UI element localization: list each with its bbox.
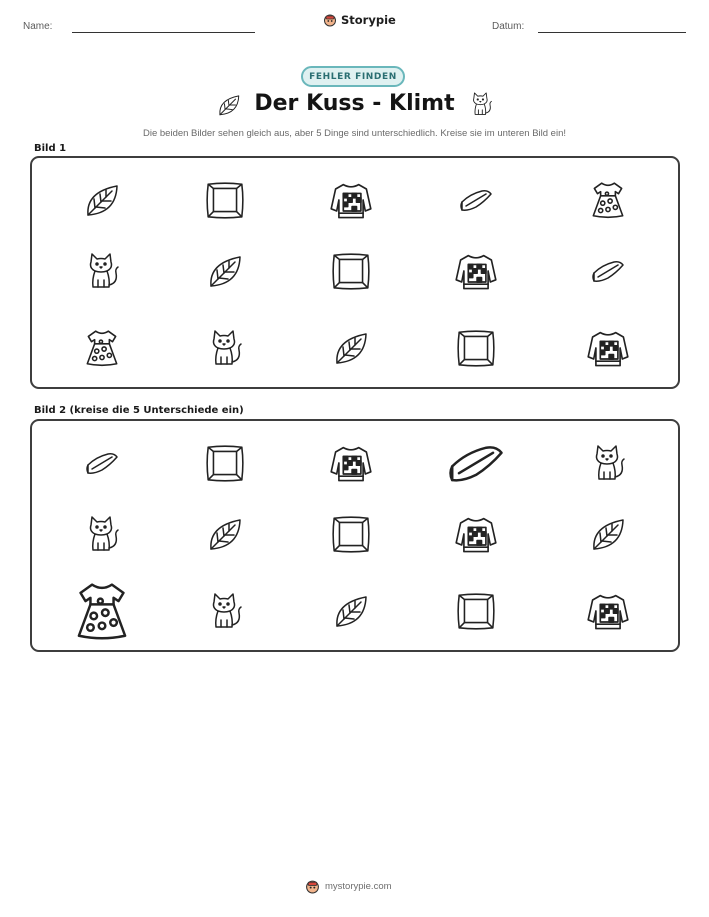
date-label: Datum:: [492, 21, 525, 32]
footer-url[interactable]: mystorypie.com: [325, 881, 392, 892]
sweater-icon: [580, 320, 636, 376]
picture1-panel: [30, 156, 680, 389]
cloth-icon[interactable]: [74, 435, 130, 491]
storypie-mascot-icon: [305, 879, 320, 894]
cat-icon: [197, 320, 253, 376]
cat-icon: [468, 91, 494, 122]
date-line[interactable]: [538, 32, 686, 33]
leaf-icon[interactable]: [323, 583, 379, 639]
worksheet-type-badge: FEHLER FINDEN: [301, 66, 405, 87]
leaf-icon[interactable]: [580, 506, 636, 562]
name-line[interactable]: [72, 32, 255, 33]
frame-icon[interactable]: [448, 583, 504, 639]
name-label: Name:: [23, 21, 53, 32]
leaf-icon: [74, 172, 130, 228]
storypie-mascot-icon: [323, 13, 337, 27]
frame-icon: [448, 320, 504, 376]
cat-icon[interactable]: [197, 583, 253, 639]
frame-icon: [323, 243, 379, 299]
leaf-icon: [323, 320, 379, 376]
brand-name: Storypie: [341, 13, 396, 27]
frame-icon[interactable]: [323, 506, 379, 562]
dress-icon[interactable]: [60, 569, 144, 653]
footer: [305, 879, 392, 894]
cloth-icon: [580, 243, 636, 299]
cloth-icon[interactable]: [433, 420, 520, 507]
cat-icon: [74, 243, 130, 299]
frame-icon[interactable]: [197, 435, 253, 491]
leaf-icon[interactable]: [197, 506, 253, 562]
cloth-icon: [448, 172, 504, 228]
cat-icon[interactable]: [580, 435, 636, 491]
instructions: Die beiden Bilder sehen gleich aus, aber 5 Dinge sind unterschiedlich. Kreise sie im unteren Bild ein!: [143, 128, 566, 139]
frame-icon: [197, 172, 253, 228]
picture2-panel[interactable]: [30, 419, 680, 652]
picture1-label: Bild 1: [34, 143, 67, 154]
brand-logo: [323, 13, 396, 27]
dress-icon: [580, 172, 636, 228]
page-title: Der Kuss - Klimt: [254, 91, 455, 116]
leaf-icon: [197, 243, 253, 299]
dress-icon: [74, 320, 130, 376]
sweater-icon[interactable]: [323, 435, 379, 491]
sweater-icon[interactable]: [448, 506, 504, 562]
cat-icon[interactable]: [74, 506, 130, 562]
sweater-icon: [323, 172, 379, 228]
picture2-label: Bild 2 (kreise die 5 Unterschiede ein): [34, 405, 244, 416]
sweater-icon: [448, 243, 504, 299]
sweater-icon[interactable]: [580, 583, 636, 639]
